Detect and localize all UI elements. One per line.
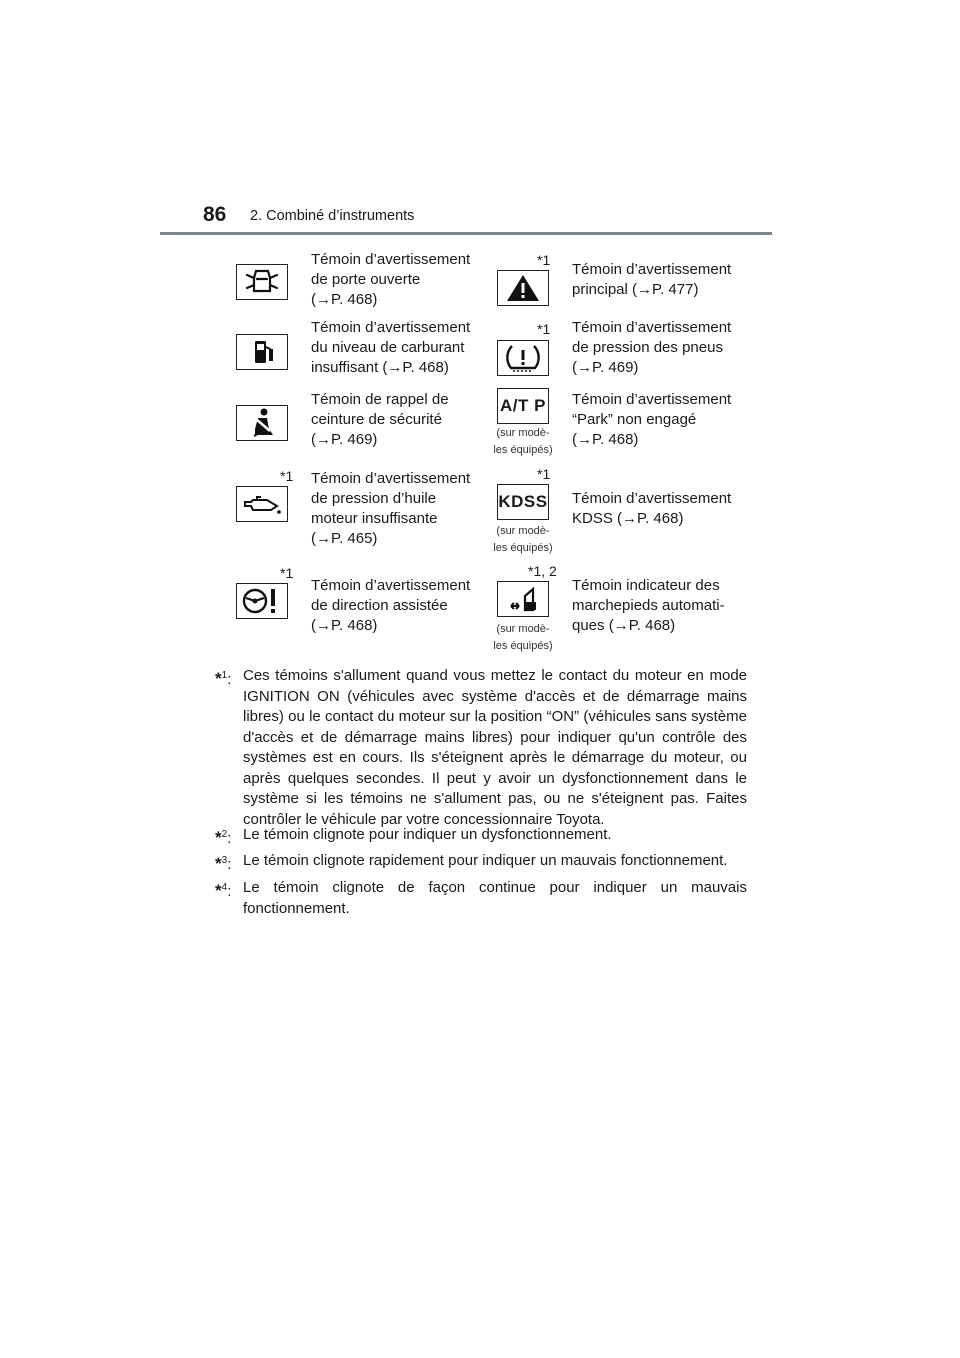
footnote-2: *$^2$: Le témoin clignote pour indiquer un dysfonctionnement.: [215, 826, 612, 847]
desc-oil-pressure: Témoin d’avertissement de pression d’huile moteur insuffisante (→P. 465): [311, 470, 471, 547]
desc-running-board: Témoin indicateur des marchepieds automati- ques (→P. 468): [572, 577, 725, 634]
footnote-4: *$^4$: Le témoin clignote de façon continue pour indiquer un mauvais fonctionnement.: [215, 879, 747, 917]
page-number: 86: [203, 203, 227, 226]
at-p-icon: A/T P: [497, 388, 549, 424]
section-title: 2. Combiné d’instruments: [250, 208, 415, 224]
desc-park: Témoin d’avertissement “Park” non engagé (→P. 468): [572, 391, 732, 448]
master-warning-icon: [497, 270, 549, 306]
star-running-board: *1, 2: [528, 563, 557, 579]
door-open-icon: [236, 264, 288, 300]
note-at-p: (sur modè- les équipés): [493, 427, 553, 456]
desc-power-steering: Témoin d’avertissement de direction assistée (→P. 468): [311, 577, 471, 634]
desc-seatbelt: Témoin de rappel de ceinture de sécurité (→P. 469): [311, 391, 449, 448]
seatbelt-icon: [236, 405, 288, 441]
star-power-steering: *1: [280, 565, 294, 581]
oil-pressure-icon: [236, 486, 288, 522]
star-oil-pressure: *1: [280, 468, 294, 484]
star-tire-pressure: *1: [537, 321, 551, 337]
note-kdss: (sur modè- les équipés): [493, 525, 553, 554]
desc-fuel-level: Témoin d’avertissement du niveau de carburant insuffisant (→P. 468): [311, 319, 471, 376]
power-steering-icon: [236, 583, 288, 619]
fuel-pump-icon: [236, 334, 288, 370]
footnote-3: *$^3$: Le témoin clignote rapidement pour indiquer un mauvais fonctionnement.: [215, 852, 728, 873]
footnote-1: *$^1$: Ces témoins s'allument quand vous mettez le contact du moteur en mode IGNITION ON (véhicules avec système d'accès et de démarrage mains libres) ou le contact du moteur sur la position “ON” (véhicules sans système d'accès et de démarrage mains libres) pour indiquer qu'un contrôle des systèmes est en cours. Ils s'éteignent après le démarrage du moteur, ou après quelques secondes. Il peut y avoir un dysfonctionnement dans le système si les témoins ne s'allument pas, ou ne s'éteignent pas. Faites contrôler le véhicule par votre concessionnaire Toyota.: [215, 667, 747, 828]
note-running-board: (sur modè- les équipés): [493, 623, 553, 652]
kdss-icon: KDSS: [497, 484, 549, 520]
desc-kdss: Témoin d’avertissement KDSS (→P. 468): [572, 490, 732, 527]
desc-tire-pressure: Témoin d’avertissement de pression des pneus (→P. 469): [572, 319, 732, 376]
desc-door-open: Témoin d’avertissement de porte ouverte (→P. 468): [311, 251, 471, 308]
tire-pressure-icon: [497, 340, 549, 376]
star-master-warning: *1: [537, 252, 551, 268]
running-board-icon: [497, 581, 549, 617]
header-divider: [160, 232, 772, 235]
desc-master-warning: Témoin d’avertissement principal (→P. 477): [572, 261, 732, 298]
star-kdss: *1: [537, 466, 551, 482]
